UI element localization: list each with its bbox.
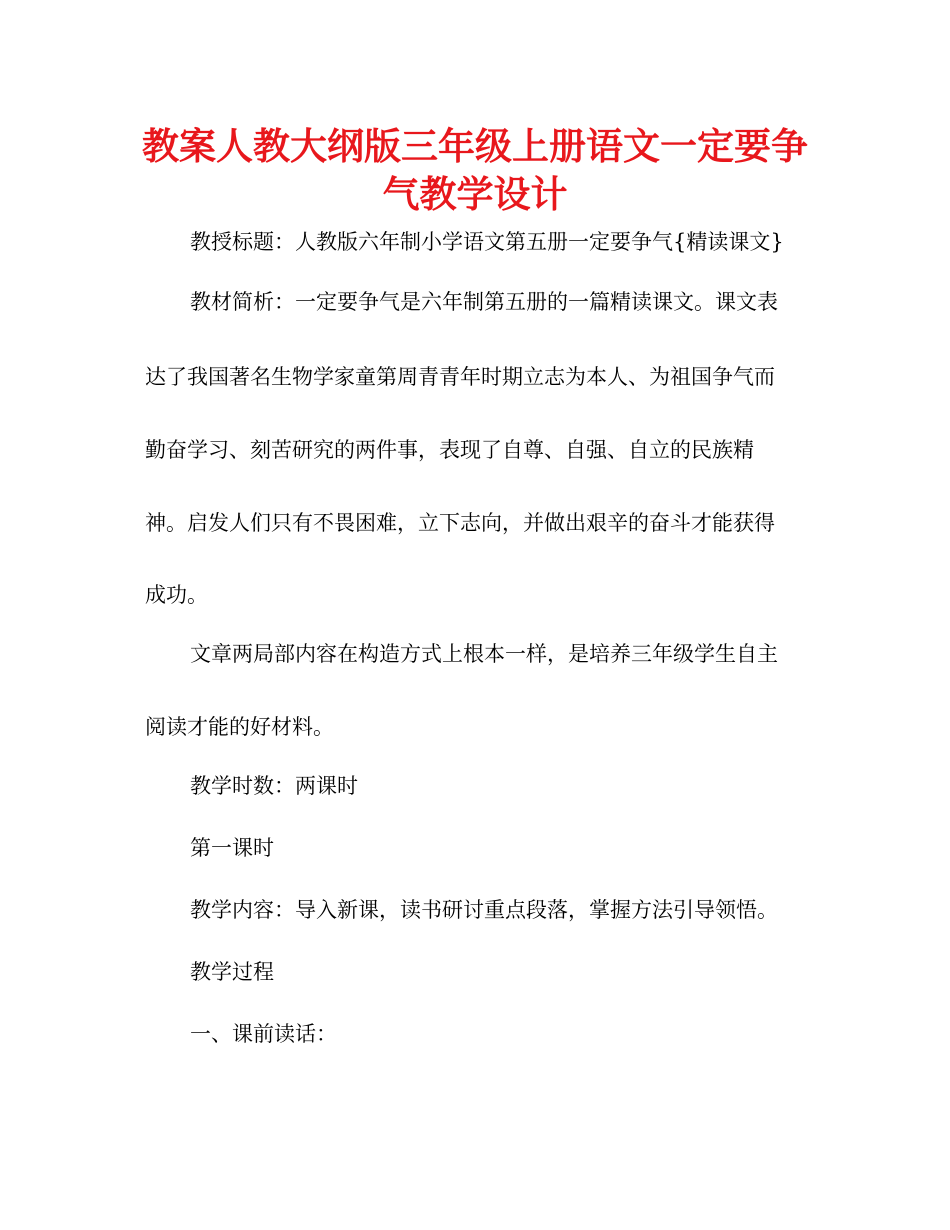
teaching-process-heading: 教学过程 [190,960,274,984]
topic-paragraph: 教授标题：人教版六年制小学语文第五册一定要争气{精读课文} [190,230,784,254]
structure-line-1: 文章两局部内容在构造方式上根本一样，是培养三年级学生自主 [190,642,778,666]
analysis-line-5: 成功。 [145,583,208,607]
teaching-content: 教学内容：导入新课，读书研讨重点段落，掌握方法引导领悟。 [190,898,778,922]
lesson-heading: 第一课时 [190,836,274,860]
structure-line-2: 阅读才能的好材料。 [145,715,334,739]
analysis-line-3: 勤奋学习、刻苦研究的两件事，表现了自尊、自强、自立的民族精 [145,438,754,462]
document-title-line-1: 教案人教大纲版三年级上册语文一定要争 [142,125,808,168]
analysis-line-2: 达了我国著名生物学家童第周青青年时期立志为本人、为祖国争气而 [145,365,775,389]
document-title-line-2: 气教学设计 [382,173,568,216]
analysis-line-1: 教材简析：一定要争气是六年制第五册的一篇精读课文。课文表 [190,290,778,314]
step-one-heading: 一、课前读话： [190,1022,337,1046]
analysis-line-4: 神。启发人们只有不畏困难，立下志向，并做出艰辛的奋斗才能获得 [145,511,775,535]
teaching-hours: 教学时数：两课时 [190,774,358,798]
